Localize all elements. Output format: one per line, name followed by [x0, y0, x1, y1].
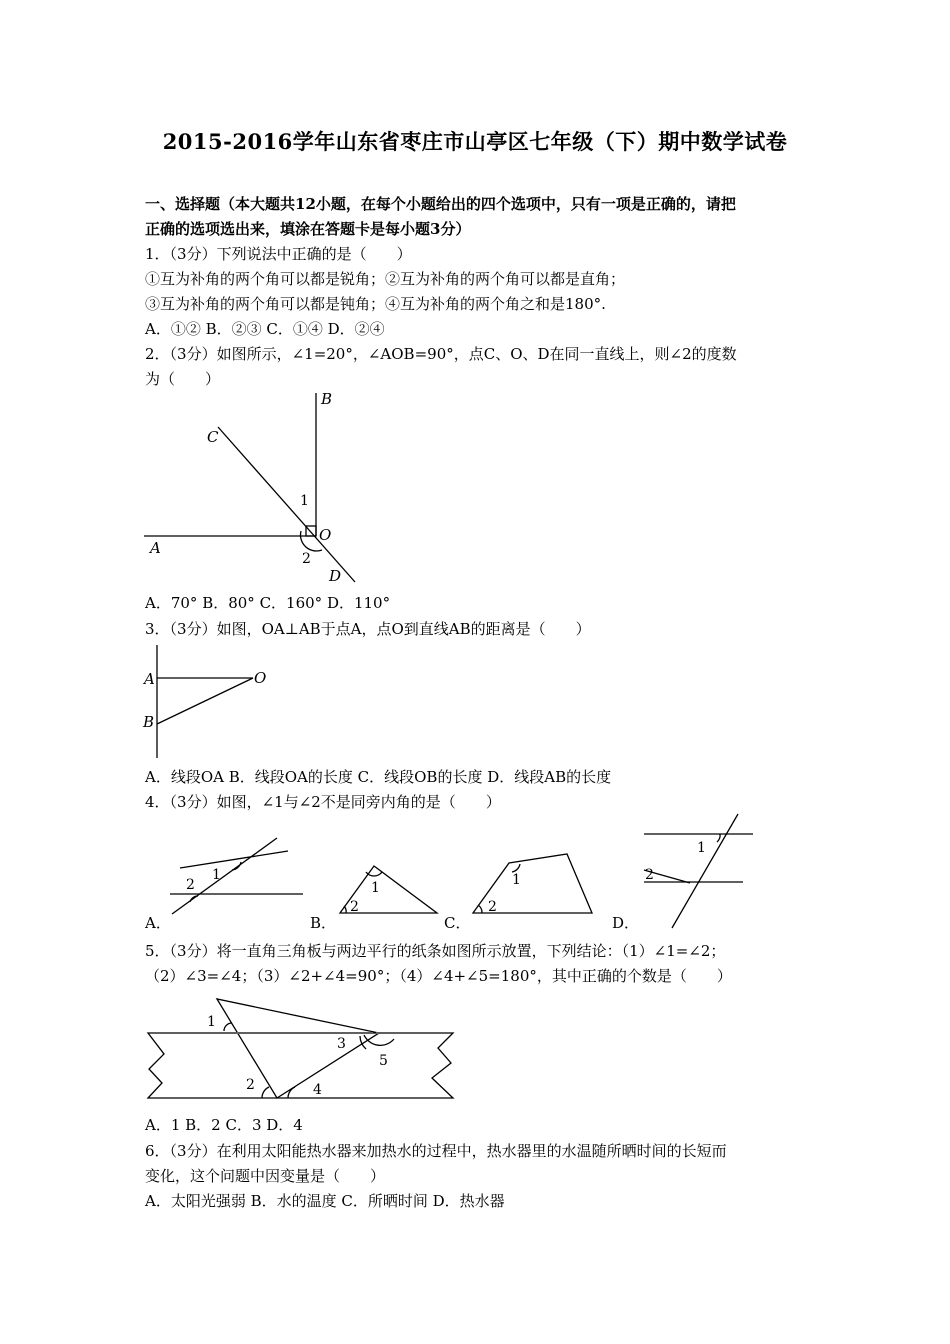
label-angle-2: 2 [302, 551, 311, 567]
section-heading-line-2: 正确的选项选出来，填涂在答题卡是每小题3分） [145, 220, 471, 238]
fig-b-label-2: 2 [350, 899, 359, 915]
label-c: C [207, 428, 219, 446]
q6-stem-line-1: 6．（3分）在利用太阳能热水器来加热水的过程中，热水器里的水温随所晒时间的长短而 [145, 1142, 727, 1160]
q2-options: A．70° B．80° C．160° D．110° [145, 594, 391, 612]
q4-label-c: C． [444, 914, 471, 932]
label-angle-1: 1 [300, 493, 309, 509]
label-a: A [144, 670, 155, 688]
label-2: 2 [246, 1077, 255, 1093]
q4-label-b: B． [310, 914, 337, 932]
q1-statement-1: ①互为补角的两个角可以都是锐角；②互为补角的两个角可以都是直角； [145, 270, 626, 288]
label-5: 5 [379, 1053, 388, 1069]
fig-d-label-2: 2 [645, 867, 654, 883]
fig-d-transversal [672, 814, 738, 928]
fig-a-label-2: 2 [186, 877, 195, 893]
label-1: 1 [207, 1014, 216, 1030]
label-b: B [143, 713, 155, 731]
q5-stem-line-1: 5．（3分）将一直角三角板与两边平行的纸条如图所示放置，下列结论：（1）∠1=∠2； [145, 942, 726, 960]
q3-options: A．线段OA B．线段OA的长度 C．线段OB的长度 D．线段AB的长度 [145, 768, 612, 786]
q3-stem: 3．（3分）如图，OA⊥AB于点A，点O到直线AB的距离是（ ） [145, 620, 591, 638]
q4-label-a: A． [145, 914, 171, 932]
label-o: O [319, 526, 332, 544]
fig-d-label-1: 1 [697, 840, 706, 856]
q4-label-d: D． [612, 914, 640, 932]
label-d: D [329, 567, 342, 585]
segment-ob [157, 678, 253, 724]
q1-stem: 1．（3分）下列说法中正确的是（ ） [145, 245, 412, 263]
q4-stem: 4．（3分）如图，∠1与∠2不是同旁内角的是（ ） [145, 793, 501, 811]
q5-figure [140, 995, 470, 1110]
q1-options: A．①② B．②③ C．①④ D．②④ [145, 320, 385, 338]
q6-stem-line-2: 变化，这个问题中因变量是（ ） [145, 1167, 386, 1185]
line-cd [218, 427, 355, 582]
paper-strip [148, 1033, 453, 1098]
q1-statement-2: ③互为补角的两个角可以都是钝角；④互为补角的两个角之和是180°. [145, 295, 606, 313]
fig-a-line-top [180, 851, 288, 868]
q2-stem-line-1: 2．（3分）如图所示，∠1=20°，∠AOB=90°，点C、O、D在同一直线上，则∠2的度数 [145, 345, 737, 363]
label-b: B [321, 390, 333, 408]
fig-a-label-1: 1 [212, 867, 221, 883]
q6-options: A．太阳光强弱 B．水的温度 C．所晒时间 D．热水器 [145, 1192, 505, 1210]
fig-c-label-1: 1 [512, 872, 521, 888]
fig-a-transversal [172, 838, 277, 914]
q5-stem-line-2: （2）∠3=∠4；（3）∠2+∠4=90°；（4）∠4+∠5=180°，其中正确的个数是（ ） [145, 967, 732, 985]
label-a: A [150, 539, 161, 557]
q2-stem-line-2: 为（ ） [145, 370, 221, 388]
q3-figure [140, 640, 280, 760]
label-4: 4 [313, 1082, 322, 1098]
label-3: 3 [337, 1036, 346, 1052]
section-heading-line-1: 一、选择题（本大题共12小题，在每个小题给出的四个选项中，只有一项是正确的，请把 [145, 195, 736, 213]
q5-options: A．1 B．2 C．3 D．4 [145, 1116, 303, 1134]
triangle-ruler [217, 999, 379, 1098]
q2-figure [140, 385, 380, 590]
fig-c-label-2: 2 [488, 899, 497, 915]
fig-b-label-1: 1 [371, 880, 380, 896]
label-o: O [254, 669, 267, 687]
page-title: 2015-2016学年山东省枣庄市山亭区七年级（下）期中数学试卷 [162, 129, 788, 154]
